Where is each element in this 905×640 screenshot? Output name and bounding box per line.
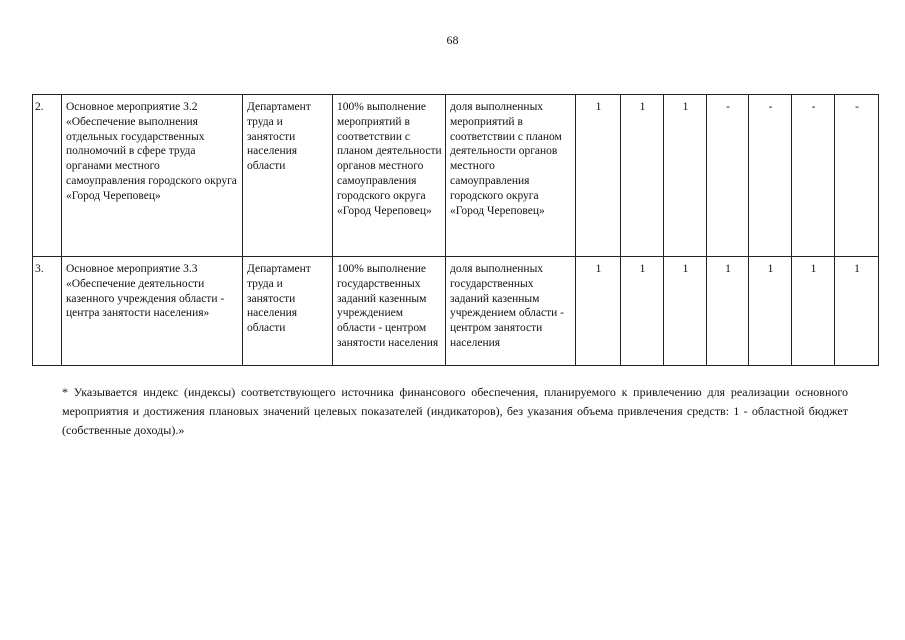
table-row: [33, 95, 879, 257]
value-cell: -: [792, 95, 835, 257]
value-cell: 1: [749, 257, 792, 366]
value-cell: -: [707, 95, 749, 257]
row-number: 2.: [33, 95, 62, 257]
value-cell: 1: [621, 95, 664, 257]
indicator-cell: доля выполненных государственных заданий казенным учреждением области - центром занятости населения: [446, 257, 576, 366]
indicator-cell: доля выполненных мероприятий в соответствии с планом деятельности органов местного самоуправления городского округа «Город Череповец»: [446, 95, 576, 257]
table-row: [33, 257, 879, 366]
value-cell: 1: [576, 257, 621, 366]
page-number: 68: [446, 33, 459, 47]
value-cell: 1: [576, 95, 621, 257]
value-cell: -: [749, 95, 792, 257]
executor-cell: Департамент труда и занятости населения области: [243, 95, 333, 257]
value-cell: 1: [707, 257, 749, 366]
value-cell: 1: [664, 95, 707, 257]
executor-cell: Департамент труда и занятости населения области: [243, 257, 333, 366]
value-cell: 1: [835, 257, 879, 366]
activity-cell: Основное мероприятие 3.2 «Обеспечение выполнения отдельных государственных полномочий в сфере труда органами местного самоуправления городского округа «Город Череповец»: [62, 95, 243, 257]
activity-cell: Основное мероприятие 3.3 «Обеспечение деятельности казенного учреждения области - центра занятости населения»: [62, 257, 243, 366]
result-cell: 100% выполнение мероприятий в соответствии с планом деятельности органов местного самоуправления городского округа «Город Череповец»: [333, 95, 446, 257]
footnote: * Указывается индекс (индексы) соответствующего источника финансового обеспечения, планируемого к привлечению для реализации основного мероприятия и достижения плановых значений целевых показателей (индикаторов), без указания объема привлечения средств: 1 - областной бюджет (собственные доходы).»: [62, 385, 848, 437]
value-cell: 1: [621, 257, 664, 366]
value-cell: 1: [664, 257, 707, 366]
row-number: 3.: [33, 257, 62, 366]
result-cell: 100% выполнение государственных заданий казенным учреждением области - центром занятости населения: [333, 257, 446, 366]
value-cell: -: [835, 95, 879, 257]
value-cell: 1: [792, 257, 835, 366]
activities-table: [32, 94, 879, 366]
